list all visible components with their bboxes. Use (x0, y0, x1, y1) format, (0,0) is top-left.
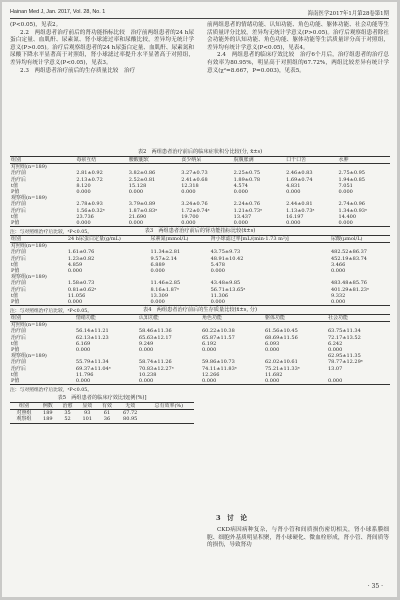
table-cell: 0.000 (286, 220, 301, 227)
column-header: 总有效率(%) (144, 403, 194, 410)
table-3 (10, 227, 390, 314)
table-cell: 65.63±12.17 (138, 334, 172, 341)
column-header: 无效 (117, 403, 144, 410)
table-cell: 2.44±0.81 (286, 201, 313, 208)
table-cell: 3.82±0.86 (128, 170, 156, 177)
table-cell: 0.000 (264, 378, 280, 385)
table-cell: 0.000 (201, 347, 217, 354)
table-cell: 11.34±2.81 (150, 249, 181, 256)
table-cell: 69.37±11.04ᵃ (75, 365, 111, 372)
table-cell: 0.000 (150, 268, 165, 275)
table-cell: 189 (43, 416, 53, 423)
table-cell: 0.000 (330, 299, 346, 306)
table-cell: 治疗后 (11, 365, 27, 372)
table-cell: 0.000 (330, 268, 346, 275)
table-cell: 1.21±0.73ᵃ (233, 207, 263, 214)
table-cell: 43.75±9.73 (210, 249, 241, 256)
table-caption: 表3 两组患者治疗前后的肾功能指标比较(x̄±s) (144, 228, 256, 234)
table-5 (10, 394, 194, 424)
table-row (10, 378, 390, 385)
column-header: 组别 (10, 157, 75, 164)
table-cell: 观察组 (16, 416, 32, 423)
table-cell: 2.81±0.92 (76, 170, 103, 177)
column-header: 认知功能 (138, 315, 201, 322)
table-cell: 0.000 (76, 189, 91, 196)
table-cell: 对照组(n=189) (11, 243, 47, 250)
table-cell: 56.14±11.21 (75, 328, 109, 335)
column-header: 社会功能 (327, 315, 390, 322)
table-cell: 6.889 (150, 261, 165, 268)
table-cell: 11.682 (264, 371, 283, 378)
table-cell: 43.48±9.85 (210, 280, 241, 287)
table-cell: 0.000 (233, 189, 248, 196)
left-column-text (10, 22, 194, 75)
table-cell: 对照组 (16, 410, 32, 417)
table-cell: 35 (64, 410, 71, 417)
table-cell: 治疗后 (11, 255, 27, 262)
table-cell: t值 (11, 292, 19, 299)
table-cell: 1.94±0.85 (338, 176, 365, 183)
paragraph: 2.3 两组患者治疗前后的生存质量比较 治疗 (20, 67, 136, 74)
table-cell: P值 (11, 347, 20, 354)
table-cell: 4.859 (67, 261, 83, 268)
column-header: 食少纳呆 (180, 157, 232, 164)
table-cell: 0.000 (181, 220, 196, 227)
table-cell: 401.29±81.23ᵃ (330, 286, 369, 293)
table-cell: t值 (11, 371, 19, 378)
header-right: 海南医学2017年1月第28卷第1期 (307, 11, 389, 17)
table-cell: 0.000 (76, 220, 91, 227)
table-row (10, 243, 390, 250)
column-header: 口干口苦 (285, 157, 337, 164)
right-column-text (207, 22, 389, 75)
table-cell (75, 322, 138, 329)
table-cell: 1.89±0.78 (233, 176, 261, 183)
table-cell (75, 164, 127, 171)
table-cell: 1.69±0.74 (286, 176, 313, 183)
table-cell: 48.91±10.42 (210, 255, 244, 262)
table-cell: 93 (84, 410, 91, 417)
table-cell: 观察组(n=189) (11, 353, 47, 360)
table-cell: 0.000 (338, 220, 353, 227)
table-header-row (10, 157, 390, 164)
table-cell: P值 (11, 299, 20, 306)
table-cell: 16.197 (286, 213, 304, 220)
table-cell: 65.87±11.57 (201, 334, 235, 341)
table-cell: 72.17±13.52 (327, 334, 361, 341)
table-cell: 56.71±13.65ᵃ (210, 286, 246, 293)
table-cell: 0.000 (75, 347, 91, 354)
table-cell: 0.000 (150, 299, 165, 306)
section-heading: 3 讨 论 (216, 514, 247, 522)
table-note: 注：与对照组治疗后比较，ᵃP<0.05。 (10, 230, 93, 236)
table-cell: 189 (43, 410, 53, 417)
table-cell: 治疗前 (11, 201, 27, 208)
column-header: 治愈 (58, 403, 78, 410)
table-cell: 11.796 (75, 371, 94, 378)
table-cell: 0.000 (67, 268, 83, 275)
table-cell: 13.437 (233, 213, 252, 220)
table-cell (210, 243, 330, 250)
table-cell: P值 (11, 220, 20, 227)
table-cell (150, 243, 210, 250)
table-cell: 9.57±2.14 (150, 255, 177, 262)
table-cell: 3.79±0.89 (128, 201, 156, 208)
table-cell: 0.000 (264, 347, 280, 354)
table-cell: 60.22±10.38 (201, 328, 235, 335)
column-header: 24 h尿蛋白定量(g/mL) (67, 236, 150, 243)
table-cell: 62.95±11.35 (327, 353, 361, 360)
table-note: 注：与对照组治疗后比较，ᵃP<0.05。 (10, 309, 93, 315)
table-cell: 6.169 (75, 340, 91, 347)
table-cell: 治疗后 (11, 207, 27, 214)
table-cell: 2.75±0.95 (338, 170, 365, 177)
table-cell: 2.78±0.93 (76, 201, 103, 208)
table-cell: 74.11±11.83ᵃ (201, 365, 237, 372)
table-cell: 13.07 (327, 365, 343, 372)
table-cell (180, 164, 232, 171)
table-cell: 14.400 (338, 213, 357, 220)
table-cell: 62.13±11.23 (75, 334, 109, 341)
table-cell: 治疗前 (11, 328, 27, 335)
table-header-row (10, 403, 194, 410)
table-row (10, 220, 390, 227)
table-cell: P值 (11, 268, 20, 275)
table-cell: 59.86±10.73 (201, 359, 235, 366)
table-cell: 9.332 (330, 292, 346, 299)
table-cell (233, 164, 285, 171)
table-cell: 101 (82, 416, 92, 423)
table-cell: 0.000 (286, 189, 301, 196)
table-cell: 8.16±1.87ᵃ (150, 286, 179, 293)
table-cell: 1.58±0.73 (67, 280, 95, 287)
table-cell: 6.192 (201, 340, 217, 347)
table-header-row (10, 315, 390, 322)
table-cell: 1.23±0.82 (67, 255, 95, 262)
column-header: 腰酸腿软 (128, 157, 180, 164)
table-2 (10, 148, 390, 235)
table-cell: 治疗后 (11, 286, 27, 293)
column-header: 角色功能 (201, 315, 264, 322)
table-cell: 78.77±12.29ᵃ (327, 359, 363, 366)
table-cell: 0.000 (138, 378, 154, 385)
table-cell: 2.24±0.76 (233, 201, 261, 208)
table-cell: 0.000 (327, 347, 343, 354)
table-cell: 61.56±10.45 (264, 328, 298, 335)
column-header: 脘腹胀满 (233, 157, 285, 164)
table-cell: 3.466 (330, 261, 346, 268)
table-cell: 55.79±11.34 (75, 359, 109, 366)
table-cell (338, 164, 390, 171)
column-header: 尿酸(μmol/L) (330, 236, 390, 243)
table-cell: 2.74±0.96 (338, 201, 365, 208)
table-cell (330, 243, 390, 250)
paragraph: 前两组患者的情绪功能、认知功能、角色功能、躯体功能、社会功能等生活质量评分比较，差异均无统计学意义(P>0.05)。治疗后观察组患者除社会功能外的认知功能、角色功能、躯体功能等生活质量评分高于对照组，差异均有统计学意义(P<0.05)，见表4。 (207, 22, 389, 51)
column-header: 情绪功能 (75, 315, 138, 322)
table-cell: 对照组(n=189) (11, 164, 47, 171)
table-cell: 2.46±0.83 (286, 170, 313, 177)
table-row (10, 416, 194, 423)
table-cell: 治疗后 (11, 334, 27, 341)
table-cell: 13.309 (150, 292, 168, 299)
table-cell: 68.69±11.56 (264, 334, 298, 341)
table-cell: 0.81±0.62ᵃ (67, 286, 97, 293)
table-cell: 52 (64, 416, 71, 423)
column-header: 组别 (10, 403, 38, 410)
table-cell: t值 (11, 261, 19, 268)
data-table (10, 314, 390, 385)
data-table (10, 235, 390, 306)
table-cell: 61 (103, 410, 111, 417)
journal-page (2, 2, 397, 597)
paragraph: 2.2 两组患者治疗前后的肾功能指标比较 治疗前两组患者的24 h尿蛋白定量、血肌酐、尿素氮、肾小球滤过率和尿酸比较，差异均无统计学意义(P>0.05)。治疗后观察组患者的24 h尿蛋白定量、血肌酐、尿素氮和尿酸下降水平显著高于对照组，肾小球滤过率提升水平显著高于对照组，差异均有统计学意义(P<0.05)，见表3。 (10, 29, 194, 66)
table-cell: 治疗前 (11, 359, 27, 366)
table-cell: 58.46±11.36 (138, 328, 172, 335)
table-cell: 2.52±0.81 (128, 176, 156, 183)
table-row (10, 299, 390, 306)
page-number: · 35 · (367, 583, 383, 590)
table-cell: 75.21±11.33ᵃ (264, 365, 300, 372)
table-caption: 表5 两组患者的临床疗效比较[例(%)] (57, 395, 147, 401)
table-cell: 治疗前 (11, 170, 27, 177)
table-cell: 0.000 (327, 378, 343, 385)
column-header: 有效 (97, 403, 117, 410)
column-header: 例数 (38, 403, 58, 410)
table-cell: 11.056 (67, 292, 86, 299)
table-row (10, 322, 390, 329)
table-cell: t值 (11, 340, 19, 347)
column-header: 毒瘀互结 (75, 157, 127, 164)
table-cell: 4.574 (233, 182, 248, 189)
table-cell: 62.02±10.61 (264, 359, 298, 366)
table-cell: 36 (103, 416, 111, 423)
data-table (10, 402, 194, 424)
column-header: 躯体功能 (264, 315, 327, 322)
table-cell: 452.19±83.74 (330, 255, 367, 262)
paragraph: (P<0.05)，见表2。 (10, 22, 62, 28)
table-cell: 0.000 (67, 299, 83, 306)
table-cell: 观察组(n=189) (11, 274, 47, 281)
data-table (10, 156, 390, 227)
table-cell: 1.61±0.76 (67, 249, 95, 256)
table-caption: 表2 两组患者治疗前后的临床症状积分比较(分, x̄±s) (137, 149, 263, 155)
table-cell (264, 322, 327, 329)
table-cell: 483.48±85.76 (330, 280, 367, 287)
table-cell: 0.000 (338, 189, 353, 196)
running-header (10, 9, 389, 19)
table-cell: 1.56±0.32ᵃ (76, 207, 105, 214)
table-cell: 11.306 (210, 292, 229, 299)
table-cell: 0.000 (128, 220, 144, 227)
column-header: 显效 (77, 403, 97, 410)
table-cell: 0.000 (181, 189, 196, 196)
table-cell: P值 (11, 189, 20, 196)
column-header: 水肿 (338, 157, 390, 164)
table-cell: 1.72±0.74ᵃ (181, 207, 210, 214)
table-cell: 70.83±12.27ᵃ (138, 365, 174, 372)
column-header: 肾小球滤过率[mL/(min·1.73 m²)] (210, 236, 330, 243)
table-cell: 80.95 (123, 416, 138, 423)
table-cell (128, 164, 180, 171)
table-cell (285, 164, 337, 171)
table-row (10, 410, 194, 417)
table-cell: 治疗前 (11, 280, 27, 287)
column-header: 组别 (10, 315, 75, 322)
table-cell (138, 322, 201, 329)
table-cell: 63.75±11.34 (327, 328, 361, 335)
column-header: 组别 (10, 236, 67, 243)
table-cell: 2.41±0.68 (181, 176, 208, 183)
table-cell: 1.87±0.83ᵃ (128, 207, 158, 214)
table-cell: 4.831 (286, 182, 301, 189)
table-cell: 9.249 (138, 340, 154, 347)
table-cell: t值 (11, 182, 19, 189)
table-cell: 治疗后 (11, 176, 27, 183)
table-cell: 2.13±0.72 (76, 176, 103, 183)
table-cell: 1.34±0.93ᵃ (338, 207, 367, 214)
table-cell: 0.000 (75, 378, 91, 385)
table-cell: 10.238 (138, 371, 157, 378)
table-cell: 0.000 (201, 378, 217, 385)
header-left: Hainan Med J, Jan. 2017, Vol. 28, No. 1 (10, 9, 106, 15)
table-note: 注：与对照组治疗后比较，ᵃP<0.05。 (10, 388, 93, 394)
table-cell: 11.46±2.85 (150, 280, 181, 287)
table-cell: 0.000 (233, 220, 248, 227)
table-cell: 观察组(n=189) (11, 195, 47, 202)
table-cell: 对照组(n=189) (11, 322, 47, 329)
table-cell: 6.242 (327, 340, 343, 347)
table-cell: 0.000 (210, 299, 225, 306)
column-header: 尿素氮(mmol/L) (150, 236, 210, 243)
table-cell: 21.690 (128, 213, 147, 220)
table-cell (67, 243, 150, 250)
table-cell: 治疗前 (11, 249, 27, 256)
discussion-text: CKD病因病种复杂，与肾小管和间质损伤密切相关，肾小球系膜细胞、细胞外基质明显积聚，肾小球硬化、微血栓形成，肾小管、肾间质等的损伤，导致肾功 (207, 527, 389, 549)
table-cell: 67.72 (123, 410, 138, 417)
table-cell: 6.093 (264, 340, 280, 347)
table-cell: 5.478 (210, 261, 225, 268)
table-cell: 8.120 (76, 182, 91, 189)
table-cell: P值 (11, 378, 20, 385)
table-cell: 0.000 (128, 189, 144, 196)
table-cell: 1.13±0.73ᵃ (286, 207, 315, 214)
table-cell (201, 322, 264, 329)
table-cell: 19.700 (181, 213, 199, 220)
table-cell: 0.000 (138, 347, 154, 354)
table-cell: 58.74±11.26 (138, 359, 172, 366)
table-cell: 12.318 (181, 182, 199, 189)
table-cell: 15.128 (128, 182, 147, 189)
table-cell: 3.27±0.73 (181, 170, 208, 177)
table-cell: 12.266 (201, 371, 220, 378)
table-cell: 2.25±0.75 (233, 170, 261, 177)
table-cell: 0.000 (210, 268, 225, 275)
table-4 (10, 306, 390, 393)
paragraph: 2.4 两组患者的临床疗效比较 治疗6个月后，治疗组患者的治疗总有效率为80.95%，明显高于对照组的67.72%，两组比较差异有统计学意义(χ²=8.667，P=0.003)，见表5。 (207, 52, 389, 74)
table-cell: 482.52±86.37 (330, 249, 367, 256)
table-cell: 23.736 (76, 213, 94, 220)
table-cell: t值 (11, 213, 19, 220)
table-row (10, 164, 390, 171)
table-header-row (10, 236, 390, 243)
table-cell: 7.051 (338, 182, 353, 189)
table-cell: 3.24±0.76 (181, 201, 208, 208)
table-caption: 表4 两组患者治疗前后的生存质量比较(x̄±s, 分) (143, 307, 257, 313)
table-cell (327, 322, 390, 329)
